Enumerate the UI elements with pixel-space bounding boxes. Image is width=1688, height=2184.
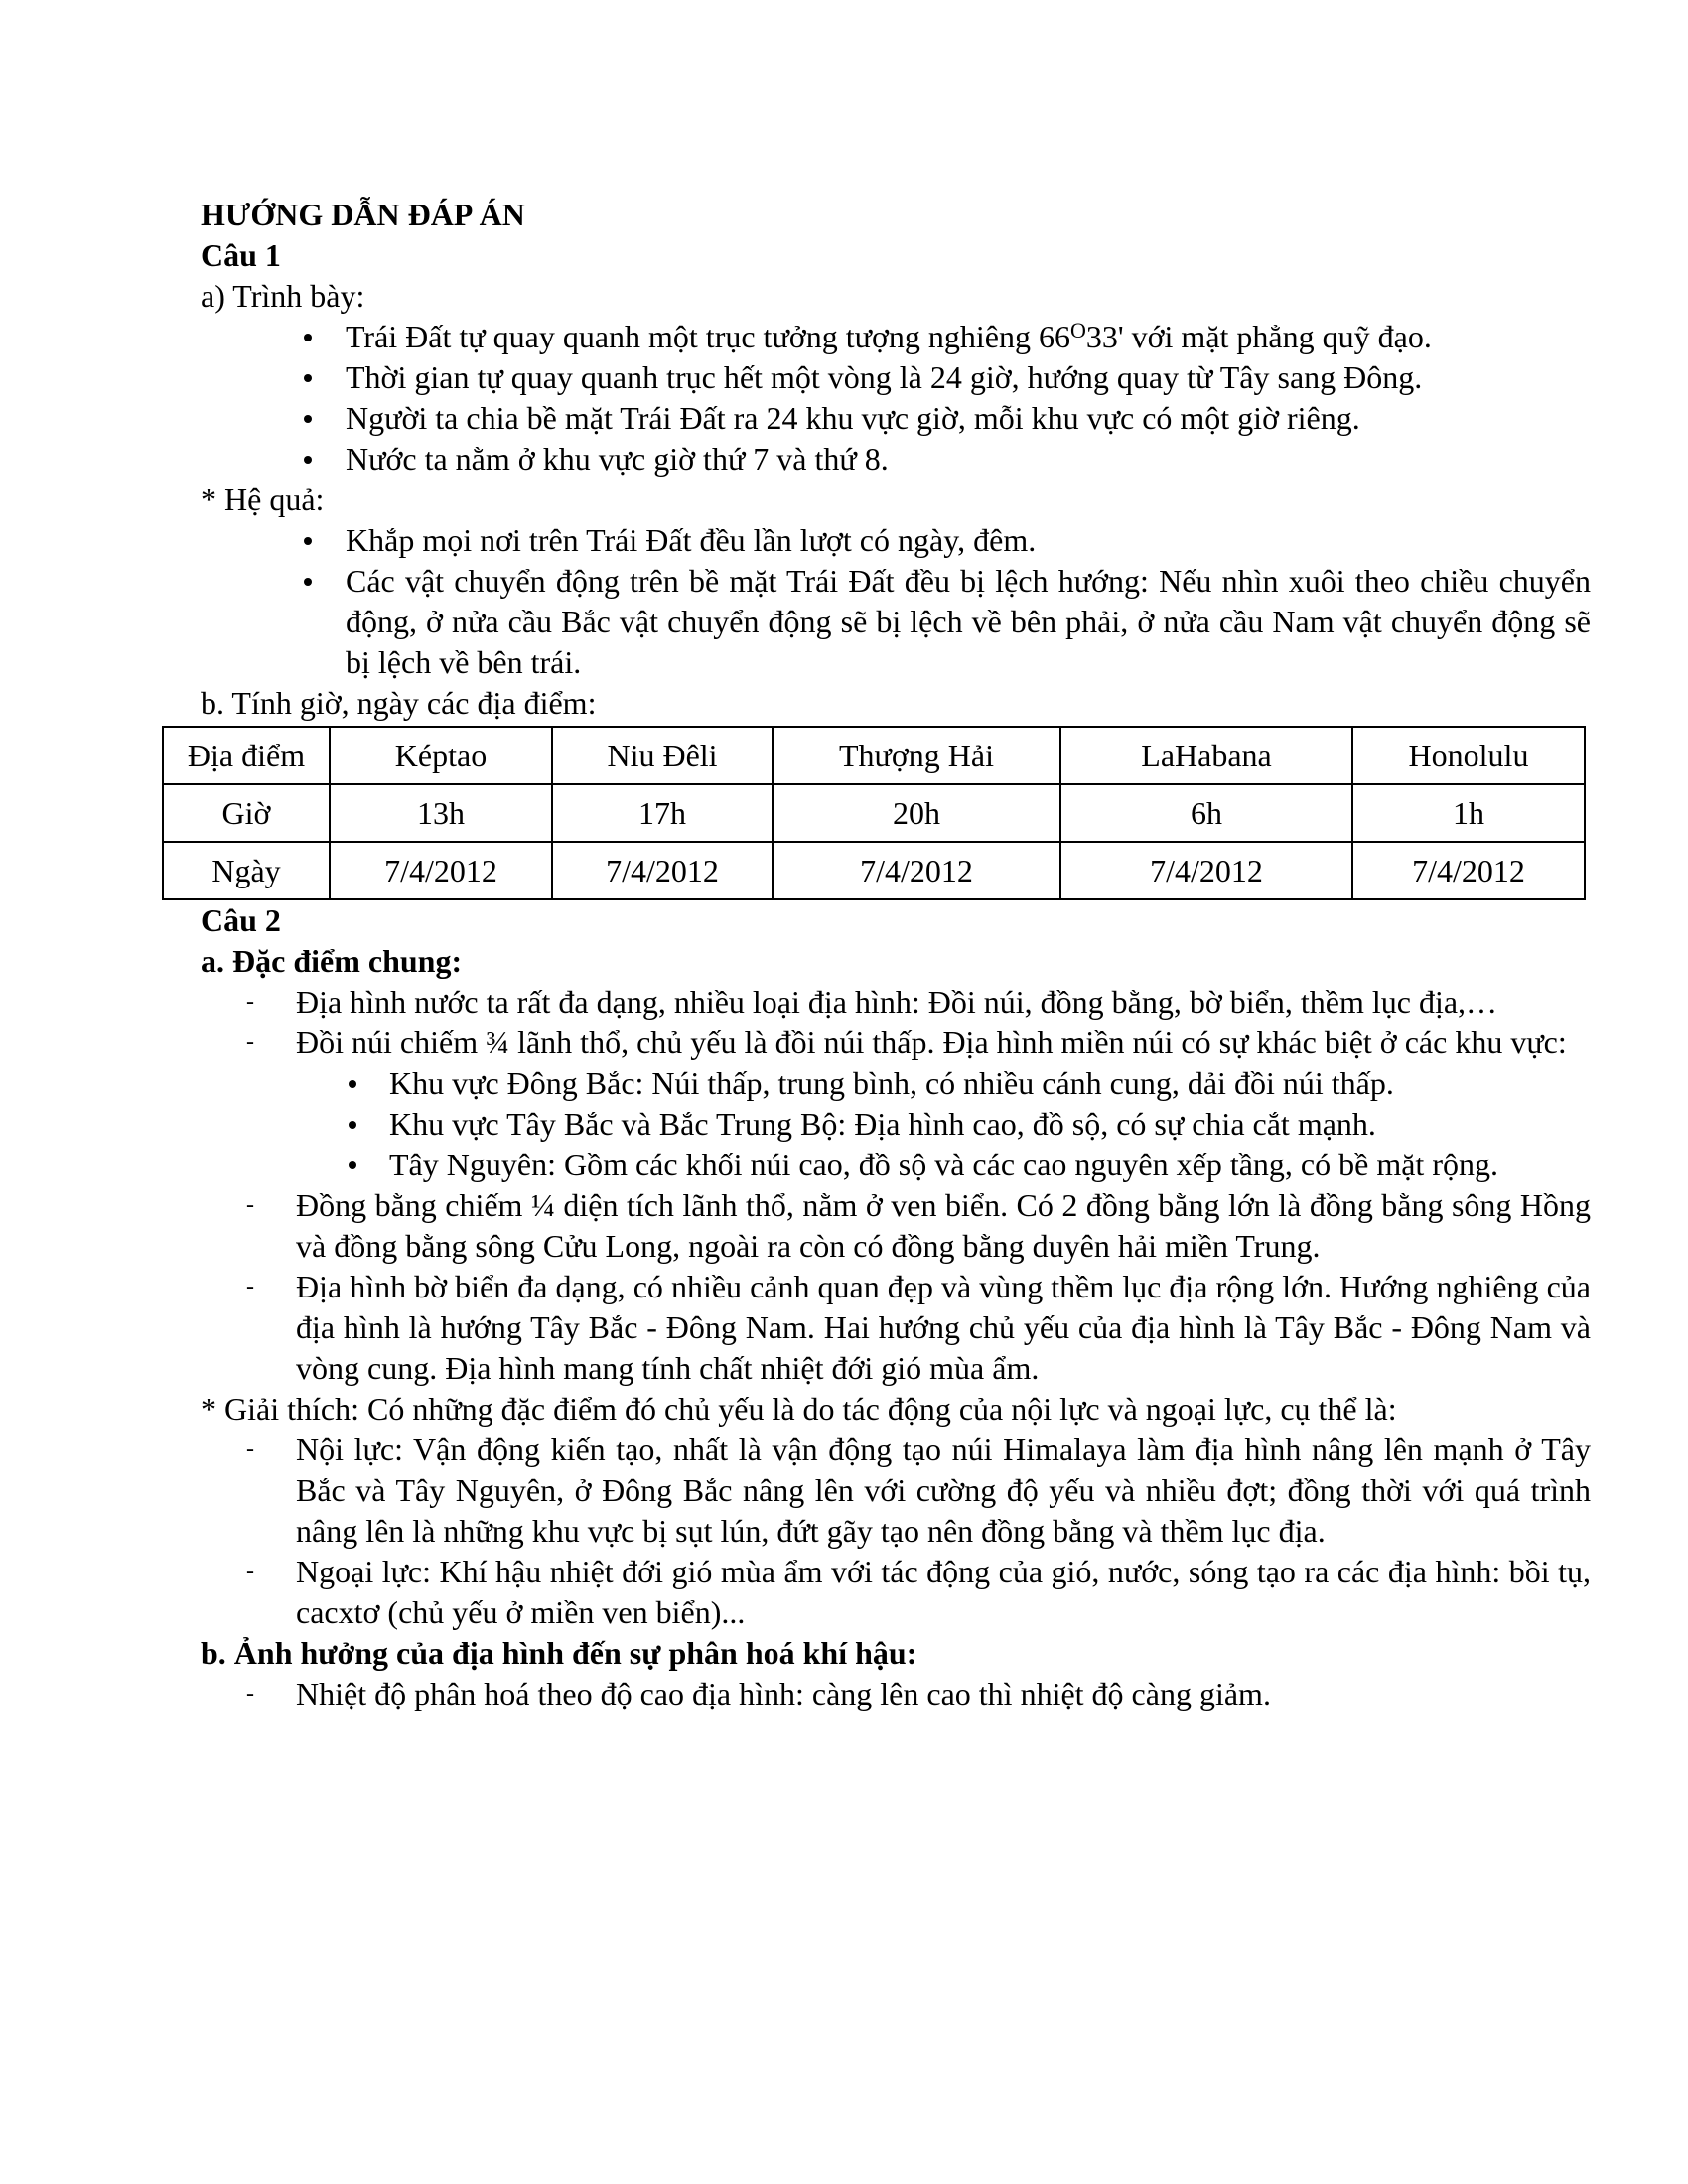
dash-bullet: - (246, 1559, 254, 1584)
part-a-list (201, 317, 1591, 479)
list-item: - Đồi núi chiếm ¾ lãnh thổ, chủ yếu là đồi núi thấp. Địa hình miền núi có sự khác biệt ở các khu vực: (201, 1023, 1591, 1063)
table-cell: 17h (552, 784, 773, 842)
table-header-cell: Ngày (163, 842, 330, 899)
list-item: Trái Đất tự quay quanh một trục tưởng tượng nghiêng $66^O33'$ với mặt phẳng quỹ đạo. (201, 317, 1591, 357)
dash-bullet: - (246, 1274, 254, 1299)
list-item: Người ta chia bề mặt Trái Đất ra 24 khu vực giờ, mỗi khu vực có một giờ riêng. (201, 398, 1591, 439)
part-b-label: b. Tính giờ, ngày các địa điểm: (201, 685, 597, 721)
general-features-label: a. Đặc điểm chung: (201, 943, 463, 979)
list-item: Nước ta nằm ở khu vực giờ thứ 7 và thứ 8. (201, 439, 1591, 479)
consequence-label: * Hệ quả: (201, 481, 325, 517)
list-item: Khu vực Tây Bắc và Bắc Trung Bộ: Địa hình cao, đồ sộ, có sự chia cắt mạnh. (201, 1104, 1591, 1145)
table-row (163, 842, 1585, 899)
time-table (162, 726, 1586, 900)
table-cell: Thượng Hải (773, 727, 1060, 784)
table-cell: Honolulu (1352, 727, 1585, 784)
list-item: Khắp mọi nơi trên Trái Đất đều lần lượt có ngày, đêm. (201, 520, 1591, 561)
table-cell: 7/4/2012 (330, 842, 552, 899)
table-cell: Képtao (330, 727, 552, 784)
list-item: Thời gian tự quay quanh trục hết một vòng là 24 giờ, hướng quay từ Tây sang Đông. (201, 357, 1591, 398)
question-2-heading: Câu 2 (201, 902, 281, 938)
features-list (201, 982, 1591, 1063)
list-item: Tây Nguyên: Gồm các khối núi cao, đồ sộ và các cao nguyên xếp tầng, có bề mặt rộng. (201, 1145, 1591, 1185)
regions-list (201, 1063, 1591, 1185)
dash-bullet: - (246, 1192, 254, 1218)
explanation-list (201, 1430, 1591, 1633)
list-item: - Nội lực: Vận động kiến tạo, nhất là vận động tạo núi Himalaya làm địa hình nâng lên mạnh ở Tây Bắc và Tây Nguyên, ở Đông Bắc nâng lên với cường độ yếu và nhiều đợt; đồng thời với quá trình nâng lên là những khu vực bị sụt lún, đứt gãy tạo nên đồng bằng và thềm lục địa. (246, 1432, 1591, 1549)
question-1-heading: Câu 1 (201, 237, 281, 273)
table-header-cell: Giờ (163, 784, 330, 842)
dash-bullet: - (246, 1029, 254, 1055)
table-cell: 13h (330, 784, 552, 842)
list-item: Các vật chuyển động trên bề mặt Trái Đất đều bị lệch hướng: Nếu nhìn xuôi theo chiều chuyển động, ở nửa cầu Bắc vật chuyển động sẽ bị lệch về bên phải, ở nửa cầu Nam vật chuyển động sẽ bị lệch về bên trái. (201, 561, 1591, 683)
table-cell: 7/4/2012 (773, 842, 1060, 899)
table-cell: LaHabana (1060, 727, 1352, 784)
explanation-label: * Giải thích: Có những đặc điểm đó chủ yếu là do tác động của nội lực và ngoại lực, cụ thể là: (201, 1391, 1397, 1427)
list-item: - Nhiệt độ phân hoá theo độ cao địa hình: càng lên cao thì nhiệt độ càng giảm. (201, 1674, 1591, 1714)
table-header-cell: Địa điểm (163, 727, 330, 784)
list-item: - Ngoại lực: Khí hậu nhiệt đới gió mùa ẩm với tác động của gió, nước, sóng tạo ra các địa hình: bồi tụ, cacxtơ (chủ yếu ở miền ven biển)... (246, 1554, 1591, 1630)
list-item: - Đồng bằng chiếm ¼ diện tích lãnh thổ, nằm ở ven biển. Có 2 đồng bằng lớn là đồng bằng sông Hồng và đồng bằng sông Cửu Long, ngoài ra còn có đồng bằng duyên hải miền Trung. (246, 1187, 1591, 1264)
list-item: - Địa hình nước ta rất đa dạng, nhiều loại địa hình: Đồi núi, đồng bằng, bờ biển, thềm lục địa,… (201, 982, 1591, 1023)
table-cell: 1h (1352, 784, 1585, 842)
table-row (163, 727, 1585, 784)
table-cell: Niu Đêli (552, 727, 773, 784)
consequence-list (201, 520, 1591, 683)
document-title: HƯỚNG DẪN ĐÁP ÁN (201, 197, 525, 232)
dash-bullet: - (246, 1681, 254, 1706)
climate-influence-label: b. Ảnh hưởng của địa hình đến sự phân hoá khí hậu: (201, 1635, 917, 1671)
dash-bullet: - (246, 989, 254, 1015)
document-page (187, 195, 1591, 1714)
dash-bullet: - (246, 1436, 254, 1462)
table-cell: 7/4/2012 (552, 842, 773, 899)
features-list-cont (201, 1185, 1591, 1389)
table-cell: 7/4/2012 (1060, 842, 1352, 899)
list-item: - Địa hình bờ biển đa dạng, có nhiều cảnh quan đẹp và vùng thềm lục địa rộng lớn. Hướng nghiêng của địa hình là hướng Tây Bắc - Đông Nam. Hai hướng chủ yếu của địa hình là Tây Bắc - Đông Nam và vòng cung. Địa hình mang tính chất nhiệt đới gió mùa ẩm. (246, 1269, 1591, 1386)
table-cell: 20h (773, 784, 1060, 842)
table-cell: 6h (1060, 784, 1352, 842)
climate-list (201, 1674, 1591, 1714)
table-row (163, 784, 1585, 842)
table-cell: 7/4/2012 (1352, 842, 1585, 899)
part-a-label: a) Trình bày: (201, 278, 365, 314)
list-item: Khu vực Đông Bắc: Núi thấp, trung bình, có nhiều cánh cung, dải đồi núi thấp. (201, 1063, 1591, 1104)
